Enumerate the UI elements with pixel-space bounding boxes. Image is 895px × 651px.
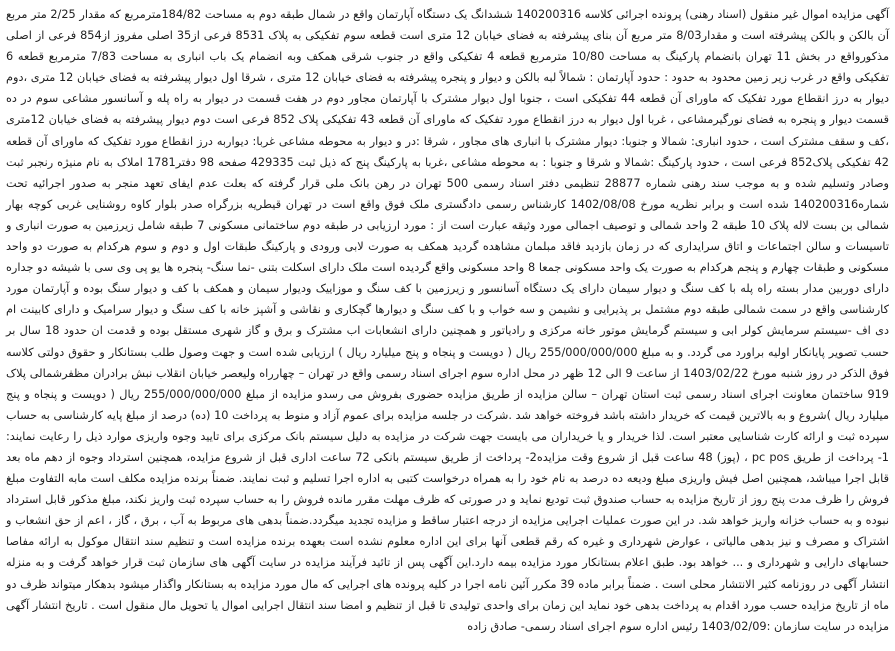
- auction-notice-text: آگهی مزایده اموال غیر منقول (اسناد رهنی) پرونده اجرائی کلاسه 140200316 ششدانگ یک دستگاه آپارتمان واقع در شمال طبقه دوم به مساحت 184/82مترمربع که مقدار 2/25 متر مربع آن بالکن و بالکن پیشرفته است و مقدار8/03 متر مربع آن بنای پیشرفته به فضای خیابان 12 متری است قطعه سوم تفکیکی به پلاک 8531 فرعی از35 اصلی مفروز از854 فرعی از اصلی مذکورواقع در بخش 11 تهران بانضمام پارکینگ به مساحت 10/80 مترمربع قطعه 4 تفکیکی واقع در جنوب شرقی همکف وبه انضمام یک باب انباری به مساحت 7/83 مترمربع قطعه 6 تفکیکی واقع در غرب زیر زمین محدود به حدود : حدود آپارتمان : شمالاً لبه بالکن و دیوار و پنجره پیشرفته به فضای خیابان 12 متری ، شرقا اول دیوار پیشرفته به فضای خیابان 12 متری ،دوم دیوار به درز انقطاع مورد تفکیک که ماورای آن قطعه 44 تفکیکی است ، جنوبا اول دیوار مشترک با آپارتمان مجاور دوم در هفت قسمت در دیوار به راه پله و آسانسور مشاعی سوم در ده قسمت دیوار و پنجره به فضای نورگیرمشاعی ، غربا اول دیوار به درز انقطاع مورد تفکیک که ماورای آن قطعه 43 تفکیکی پلاک 852 فرعی است دوم دیوار پیشرفته به فضای خیابان 12متری ،کف و سقف مشترک است ، حدود انباری: شمالا و جنوبا: دیوار مشترک با انباری های مجاور ، شرقا :در و دیوار به محوطه مشاعی غربا: دیواربه درز انقطاع مورد تفکیک که ماورای آن قطعه 42 تفکیکی پلاک852 فرعی است ، حدود پارکینگ :شمالا و شرقا و جنوبا : به محوطه مشاعی ،غربا به پارکینگ پنج که ذیل ثبت 429335 صفحه 98 دفتر1781 املاک به نام منیژه رنجبر ثبت وصادر وتسلیم شده و به موجب سند رهنی شماره 28877 تنظیمی دفتر اسناد رسمی 500 تهران در رهن بانک ملی قرار گرفته که بعلت عدم ایفای تعهد منجر به صدور اجرائیه تحت شماره140200316 شده است و برابر نظریه مورخ 1402/08/08 کارشناس رسمی دادگستری ملک فوق واقع است در تهران قیطریه بزرگراه صدر بلوار کاوه روشنایی غربی کوچه بهار شمالی بن بست لاله پلاک 10 طبقه 2 واحد شمالی و توصیف اجمالی مورد وثیقه عبارت است از : مورد ارزیابی در طبقه دوم ساختمانی مسکونی 7 طبقه شامل زیرزمین به صورت انباری و تاسیسات و سالن اجتماعات و اتاق سرایداری که در زمان بازدید فاقد مبلمان مشاهده گردید همکف به صورت لابی ورودی و پارکینگ طبقات اول و دوم و سوم هرکدام به صورت دو واحد مسکونی و طبقات چهارم و پنجم هرکدام به صورت یک واحد مسکونی جمعا 8 واحد مسکونی واقع گردیده است ملک دارای اسکلت بتنی -نما سنگ- پنجره ها یو پی وی سی با شیشه دو جداره دارای دوربین مدار بسته راه پله با کف سنگ و دیوار سیمان دارای یک دستگاه آسانسور و زیرزمین با کف سنگ و موزاییک ودیوار سیمان و همکف با کف و دیوار سنگ بوده و آپارتمان مورد کارشناسی واقع در سمت شمالی طبقه دوم مشتمل بر پذیرایی و نشیمن و سه خواب و با کف سنگ و دیوارها گچکاری و نقاشی و آشپز خانه با کف سنگ و دیوار سرامیک و دارای کابینت ام دی اف -سیستم سرمایش کولر ابی و سیستم گرمایش موتور خانه مرکزی و رادیاتور و همچنین دارای انشعابات اب مشترک و برق و گاز شهری مستقل بوده و قدمت ان حدود 18 سال بر حسب تصویر پایانکار اولیه براورد می گردد. و به مبلغ 255/000/000/000 ریال ( دویست و پنجاه و پنج میلیارد ریال ) ارزیابی شده است و جهت وصول طلب بستانکار و حقوق دولتی کلاسه فوق الذکر در روز شنبه مورخ 1403/02/22 از ساعت 9 الی 12 ظهر در محل اداره سوم اجرای اسناد رسمی واقع در تهران – چهارراه ولیعصر خیابان انقلاب نبش برادران مظفرشمالی پلاک 919 ساختمان معاونت اجرای اسناد رسمی ثبت استان تهران – سالن مزایده از طریق مزایده حضوری بفروش می رسدو مزایده از مبلغ 255/000/000/000 ریال ( دویست و پنجاه و پنج میلیارد ریال )شروع و به بالاترین قیمت که خریدار داشته باشد فروخته خواهد شد .شرکت در جلسه مزایده برای عموم آزاد و منوط به پرداخت 10 (ده) درصد از مبلغ پایه کارشناسی به حساب سپرده ثبت و ارائه کارت شناسایی معتبر است. لذا خریدار و یا خریداران می بایست جهت شرکت در مزایده به دلیل سیستم بانک مرکزی برای تایید وجوه واریزی موارد ذیل را رعایت نمایند: 1- پرداخت از طریق pc pos ، (پوز) 48 ساعت قبل از شروع وقت مزایده2- پرداخت از طریق سیستم بانکی 72 ساعت اداری قبل از شروع مزایده، همچنین استرداد وجوه از دهم ماه بعد قابل اجرا میباشد، همچنین اصل فیش واریزی مبلغ ودیعه ده درصد به نام خود را به همراه درخواست کتبی به اداره اجرا تسلیم و ثبت نمایند. ضمناً برنده مزایده مکلف است مابه التفاوت مبلغ فروش را ظرف مدت پنج روز از تاریخ مزایده به حساب صندوق ثبت تودیع نماید و در صورتی که ظرف مهلت مقرر مانده فروش را به حساب سپرده ثبت واریز نکند، مبلغ مذکور قابل استرداد نبوده و به حساب خزانه واریز خواهد شد. در این صورت عملیات اجرایی مزایده از درجه اعتبار ساقط و مزایده تجدید میگردد.ضمناً بدهی های مربوط به آب ، برق ، گاز ، اعم از حق انشعاب و اشتراک و مصرف و نیز بدهی مالیاتی ، عوارض شهرداری و غیره که رقم قطعی آنها برای این اداره معلوم نشده است بعهده برنده مزایده است و تنظیم سند انتقال موکول به ارائه مفاصا حسابهای دارایی و شهرداری و ... خواهد بود. طبق اعلام بستانکار مورد مزایده بیمه دارد.این آگهی پس از تائید فرآیند مزایده در سایت آگهی های سازمان ثبت قرار خواهد گرفت و به منزله انتشار آگهی در روزنامه کثیر الانتشار محلی است . ضمناً برابر ماده 39 مکرر آئین نامه اجرا در کلیه پرونده های اجرایی که مال مورد مزایده به بستانکار واگذار میشود بدهکار میتواند ظرف دو ماه از تاریخ مزایده حسب مورد اقدام به پرداخت بدهی خود نماید این زمان برای واحدی تولیدی تا قبل از تنظیم و امضا سند انتقال اجرایی اموال یا تحویل مال منقول است . تاریخ انتشار آگهی مزایده در سایت سازمان :1403/02/09 رئیس اداره سوم اجرای اسناد رسمی- صادق زاده: [6, 8, 890, 633]
